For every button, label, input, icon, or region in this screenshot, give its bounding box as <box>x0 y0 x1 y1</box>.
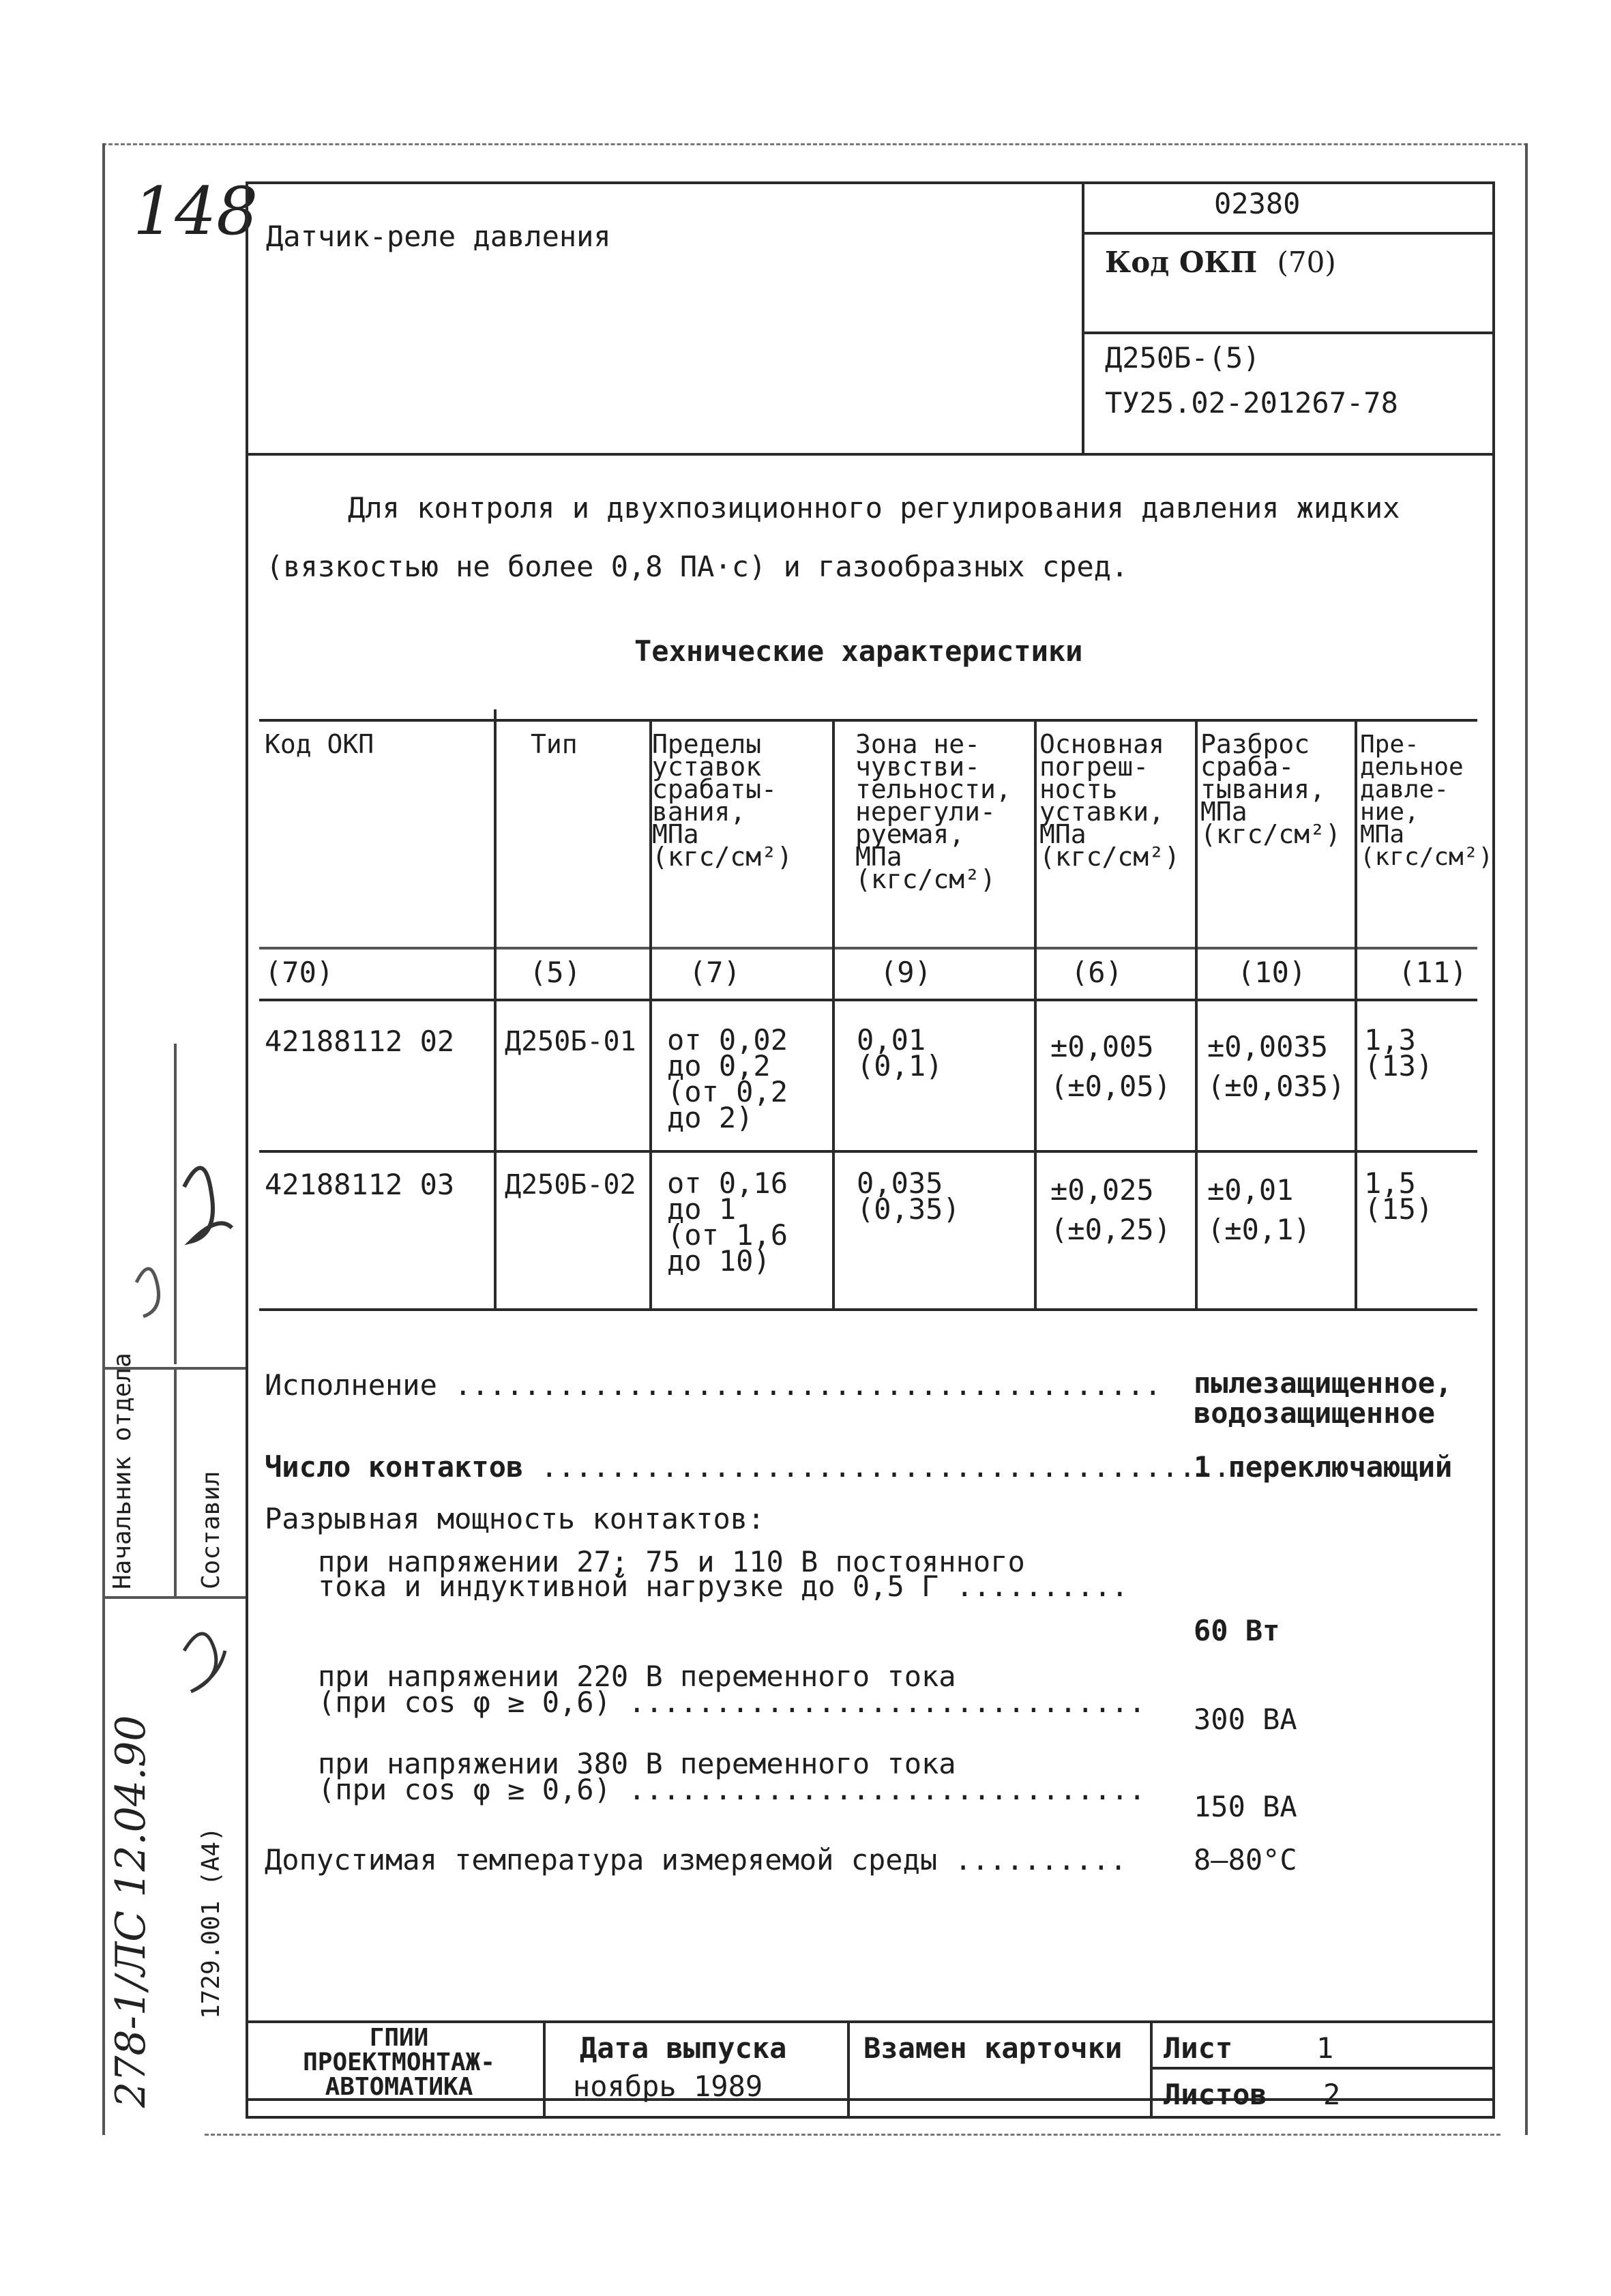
cell-line: (0,35) <box>857 1192 960 1226</box>
section-title: Технические характеристики <box>634 634 1083 668</box>
ac380-line-2-text: (при cos φ ≥ 0,6) <box>318 1773 611 1806</box>
header-line: уставки, <box>1039 797 1165 827</box>
sheet-value: 1 <box>1316 2031 1334 2065</box>
intro-line-2: (вязкостью не более 0,8 ПА·с) и газообразных сред. <box>266 550 1129 583</box>
dc-line-1: при напряжении 27; 75 и 110 В постоянного <box>318 1545 1025 1578</box>
cell-line: до 10) <box>667 1244 771 1278</box>
execution-label: Исполнение ......................................... <box>265 1368 1162 1402</box>
composer-label: Составил <box>197 1471 225 1589</box>
cell-line: ±0,0035 <box>1207 1030 1329 1063</box>
page-left-rule <box>102 143 105 2135</box>
org-line: ГПИИ <box>369 2024 429 2052</box>
cell-line: 0,035 <box>857 1166 943 1200</box>
ac380-value: 150 ВА <box>1194 1790 1297 1823</box>
okp-label-divider <box>1082 332 1495 334</box>
registration-note: 278-1/ЛС 12.04.90 <box>107 1715 155 2108</box>
temperature-label-text: Допустимая температура измеряемой среды <box>265 1843 938 1876</box>
cell-spread <box>1207 1171 1311 1250</box>
cell-line: от 0,16 <box>667 1166 788 1200</box>
footer-divider-1 <box>543 2020 546 2117</box>
execution-value <box>1194 1368 1452 1428</box>
code-spread: (10) <box>1237 956 1307 989</box>
cell-max-pressure <box>1364 1166 1434 1226</box>
page-bottom-border <box>205 2134 1501 2136</box>
execution-label-text: Исполнение <box>265 1368 437 1402</box>
ac220-value: 300 ВА <box>1194 1703 1297 1736</box>
header-line: МПа <box>1360 821 1405 849</box>
header-column-divider <box>1082 181 1084 454</box>
cell-line: (±0,05) <box>1050 1070 1172 1103</box>
header-line: Разброс <box>1200 729 1310 759</box>
code-type: (5) <box>529 956 581 989</box>
page-right-rule <box>1525 143 1528 2135</box>
signature-marks <box>109 1023 246 1773</box>
header-okp <box>265 729 374 759</box>
breaking-capacity-label: Разрывная мощность контактов: <box>265 1502 765 1535</box>
margin-note: 148 <box>133 173 258 250</box>
org-line: АВТОМАТИКА <box>325 2073 473 2101</box>
header-line: вания, <box>652 797 746 827</box>
header-line: (кгс/см²) <box>1200 819 1341 849</box>
table-col-divider-3 <box>832 719 835 1310</box>
signature-scribble-1 <box>184 1168 232 1241</box>
cell-line: (15) <box>1364 1192 1434 1226</box>
contacts-label-text: Число контактов <box>265 1450 524 1484</box>
signature-scribble-3 <box>184 1634 225 1692</box>
sheets-total-label: Листов <box>1164 2078 1267 2111</box>
footer-top-rule <box>246 2020 1495 2023</box>
table-col-divider-4 <box>1034 719 1037 1310</box>
sheet-label: Лист <box>1164 2031 1233 2065</box>
cell-line: (от 0,2 <box>667 1075 788 1108</box>
header-line: руемая, <box>855 819 965 849</box>
cell-line: ±0,01 <box>1207 1173 1294 1207</box>
cell-line: ±0,005 <box>1050 1030 1154 1063</box>
dc-value: 60 Вт <box>1194 1614 1280 1647</box>
cell-line: до 1 <box>667 1192 737 1226</box>
code-max-pressure: (11) <box>1398 956 1468 989</box>
cell-line: (±0,25) <box>1050 1213 1172 1246</box>
ac380-line-1: при напряжении 380 В переменного тока <box>318 1747 956 1780</box>
header-type <box>531 729 578 759</box>
table-header-rule <box>259 947 1477 950</box>
table-col-divider-6 <box>1355 719 1357 1310</box>
form-code: 1729.001 (А4) <box>197 1827 225 2019</box>
signature-scribble-2 <box>136 1269 159 1316</box>
footer-sheet-divider <box>1150 2067 1495 2070</box>
cell-type: Д250Б-01 <box>505 1026 636 1057</box>
ac380-line-2: (при cos φ ≥ 0,6) .............................. <box>318 1773 1146 1806</box>
footer-divider-2 <box>847 2020 850 2117</box>
header-error <box>1039 729 1180 872</box>
table-top-rule <box>259 719 1477 722</box>
header-line: (кгс/см²) <box>1360 843 1494 871</box>
table-row-rule <box>259 1150 1477 1153</box>
table-col-divider-1 <box>494 709 497 1310</box>
product-title: Датчик-реле давления <box>266 220 611 253</box>
department-head-label: Начальник отдела <box>108 1353 136 1589</box>
cell-zone <box>857 1023 943 1083</box>
value-line: водозащищенное <box>1194 1396 1436 1430</box>
footer-left-rule <box>246 2020 248 2117</box>
header-line: Зона не- <box>855 729 981 759</box>
dc-line-2-text: тока и индуктивной нагрузке до 0,5 Г <box>318 1570 939 1603</box>
contacts-value: 1 переключающий <box>1194 1450 1453 1484</box>
page-top-border <box>102 143 1528 145</box>
card-frame-top <box>246 181 1495 184</box>
cell-line: 0,01 <box>857 1023 926 1057</box>
okp-number-divider <box>1082 232 1495 235</box>
sheets-total-value: 2 <box>1323 2078 1341 2111</box>
header-line: Основная <box>1039 729 1165 759</box>
intro-line-1: Для контроля и двухпозиционного регулирования давления жидких <box>348 491 1400 525</box>
table-col-divider-5 <box>1195 719 1198 1310</box>
okp-number: 02380 <box>1214 187 1301 220</box>
organization-stamp <box>259 2026 539 2100</box>
tu-designation: ТУ25.02-201267-78 <box>1105 386 1398 420</box>
code-error: (6) <box>1071 956 1123 989</box>
header-line: ние, <box>1360 798 1419 826</box>
cell-line: (13) <box>1364 1049 1434 1083</box>
cell-line: 1,3 <box>1364 1023 1416 1057</box>
header-line: МПа <box>855 842 902 872</box>
issue-date-value: ноябрь 1989 <box>573 2070 763 2103</box>
header-line: нерегули- <box>855 797 996 827</box>
header-line: дельное <box>1360 753 1464 781</box>
ac220-line-2: (при cos φ ≥ 0,6) .............................. <box>318 1686 1146 1719</box>
header-line: чувстви- <box>855 752 981 782</box>
org-line: ПРОЕКТМОНТАЖ- <box>303 2048 495 2076</box>
cell-line: 1,5 <box>1364 1166 1416 1200</box>
cell-spread <box>1207 1027 1345 1106</box>
header-max-pressure <box>1360 731 1494 871</box>
table-bottom-rule <box>259 1308 1477 1311</box>
header-line: (кгс/см²) <box>652 842 793 872</box>
header-spread <box>1200 729 1341 849</box>
value-line: пылезащищенное, <box>1194 1366 1453 1400</box>
cell-line: до 2) <box>667 1101 754 1134</box>
dc-line-2: тока и индуктивной нагрузке до 0,5 Г .......... <box>318 1570 1129 1603</box>
header-line: МПа <box>652 819 699 849</box>
issue-date-label: Дата выпуска <box>580 2031 787 2065</box>
replaces-card-label: Взамен карточки <box>863 2031 1123 2065</box>
temperature-value: 8–80°С <box>1194 1843 1297 1876</box>
footer-bottom-rule <box>246 2116 1495 2119</box>
cell-type: Д250Б-02 <box>505 1169 636 1201</box>
ac220-line-1: при напряжении 220 В переменного тока <box>318 1660 956 1693</box>
footer-right-rule <box>1492 2020 1495 2117</box>
code-okp: (70) <box>265 956 334 989</box>
cell-line: от 0,02 <box>667 1023 788 1057</box>
card-frame-left <box>246 181 248 2101</box>
header-line: Пределы <box>652 729 762 759</box>
okp-label <box>1105 246 1336 280</box>
ac220-line-2-text: (при cos φ ≥ 0,6) <box>318 1686 611 1719</box>
header-line: ность <box>1039 774 1118 804</box>
cell-line: (0,1) <box>857 1049 943 1083</box>
header-line: Пре- <box>1360 731 1419 759</box>
header-divider <box>246 453 1495 456</box>
cell-limits <box>667 1166 788 1278</box>
cell-line: ±0,025 <box>1050 1173 1154 1207</box>
card-frame-right <box>1492 181 1495 2101</box>
cell-error <box>1050 1171 1171 1250</box>
header-line: МПа <box>1200 797 1247 827</box>
header-line: тывания, <box>1200 774 1326 804</box>
header-line: (кгс/см²) <box>1039 842 1180 872</box>
header-line: уставок <box>652 752 762 782</box>
cell-line: (±0,035) <box>1207 1070 1346 1103</box>
cell-line: (от 1,6 <box>667 1218 788 1252</box>
header-line: (кгс/см²) <box>855 864 996 894</box>
model-designation: Д250Б-(5) <box>1105 341 1260 374</box>
cell-okp: 42188112 02 <box>265 1025 455 1058</box>
header-line: срабаты- <box>652 774 778 804</box>
header-limits <box>652 729 793 872</box>
code-limits: (7) <box>689 956 741 989</box>
contacts-label: Число контактов ......................................... <box>265 1450 1248 1484</box>
cell-error <box>1050 1027 1171 1106</box>
temperature-label: Допустимая температура измеряемой среды .......... <box>265 1843 1127 1876</box>
header-line: Код ОКП <box>265 729 374 759</box>
header-line: МПа <box>1039 819 1087 849</box>
header-line: погреш- <box>1039 752 1149 782</box>
header-line: давле- <box>1360 776 1449 804</box>
header-line: тельности, <box>855 774 1011 804</box>
header-zone <box>855 729 1011 894</box>
cell-limits <box>667 1023 788 1134</box>
cell-line: до 0,2 <box>667 1049 771 1083</box>
cell-max-pressure <box>1364 1023 1434 1083</box>
code-zone: (9) <box>880 956 932 989</box>
cell-okp: 42188112 03 <box>265 1168 455 1201</box>
header-line: Тип <box>531 729 578 759</box>
okp-label-code: (70) <box>1277 246 1336 279</box>
table-code-rule <box>259 999 1477 1001</box>
header-line: сраба- <box>1200 752 1295 782</box>
okp-label-text: Код ОКП <box>1105 246 1258 279</box>
cell-zone <box>857 1166 960 1226</box>
cell-line: (±0,1) <box>1207 1213 1311 1246</box>
